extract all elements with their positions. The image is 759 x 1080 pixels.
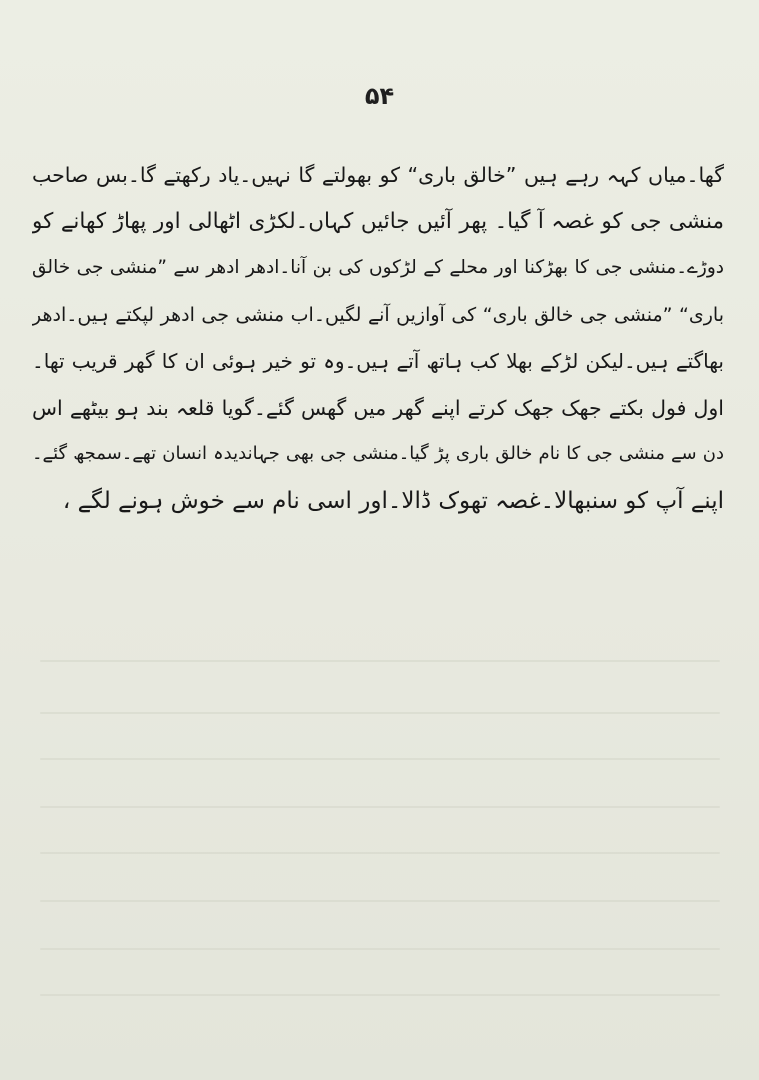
text-line-2: منشی جی کو غصہ آ گیا۔ پھر آئیں جائیں کہاں۔لکڑی اٹھالی اور پھاڑ کھانے کو xyxy=(32,208,724,234)
text-line-6: اول فول بکتے جھک جھک کرتے اپنے گھر میں گھس گئے۔گویا قلعہ بند ہو بیٹھے اس xyxy=(32,395,724,420)
bleed-through-line xyxy=(40,660,720,662)
text-line-8: اپنے آپ کو سنبھالا۔غصہ تھوک ڈالا۔اور اسی نام سے خوش ہونے لگے ، xyxy=(62,487,724,514)
text-line-7: دن سے منشی جی کا نام خالق باری پڑ گیا۔منشی جی بھی جہاندیدہ انسان تھے۔سمجھ گئے۔ xyxy=(32,443,724,464)
page-number: ۵۴ xyxy=(364,82,395,110)
text-line-3: دوڑے۔منشی جی کا بھڑکنا اور محلے کے لڑکوں کی بن آنا۔ادھر ادھر سے ”منشی جی خالق xyxy=(32,257,724,278)
body-text xyxy=(32,152,724,524)
bleed-through-line xyxy=(40,712,720,714)
bleed-through-line xyxy=(40,852,720,854)
text-line-1: گھا۔میاں کہہ رہے ہیں ”خالق باری“ کو بھولتے گا نہیں۔یاد رکھتے گا۔بس صاحب xyxy=(32,163,724,187)
text-line-4: باری“ ”منشی جی خالق باری“ کی آوازیں آنے لگیں۔اب منشی جی ادھر لپکتے ہیں۔ادھر xyxy=(32,303,724,326)
bleed-through-line xyxy=(40,758,720,760)
bleed-through-line xyxy=(40,806,720,808)
text-line-5: بھاگتے ہیں۔لیکن لڑکے بھلا کب ہاتھ آتے ہیں۔وہ تو خیر ہوئی ان کا گھر قریب تھا۔ xyxy=(32,349,724,373)
bleed-through-line xyxy=(40,948,720,950)
bleed-through-line xyxy=(40,900,720,902)
bleed-through-line xyxy=(40,994,720,996)
